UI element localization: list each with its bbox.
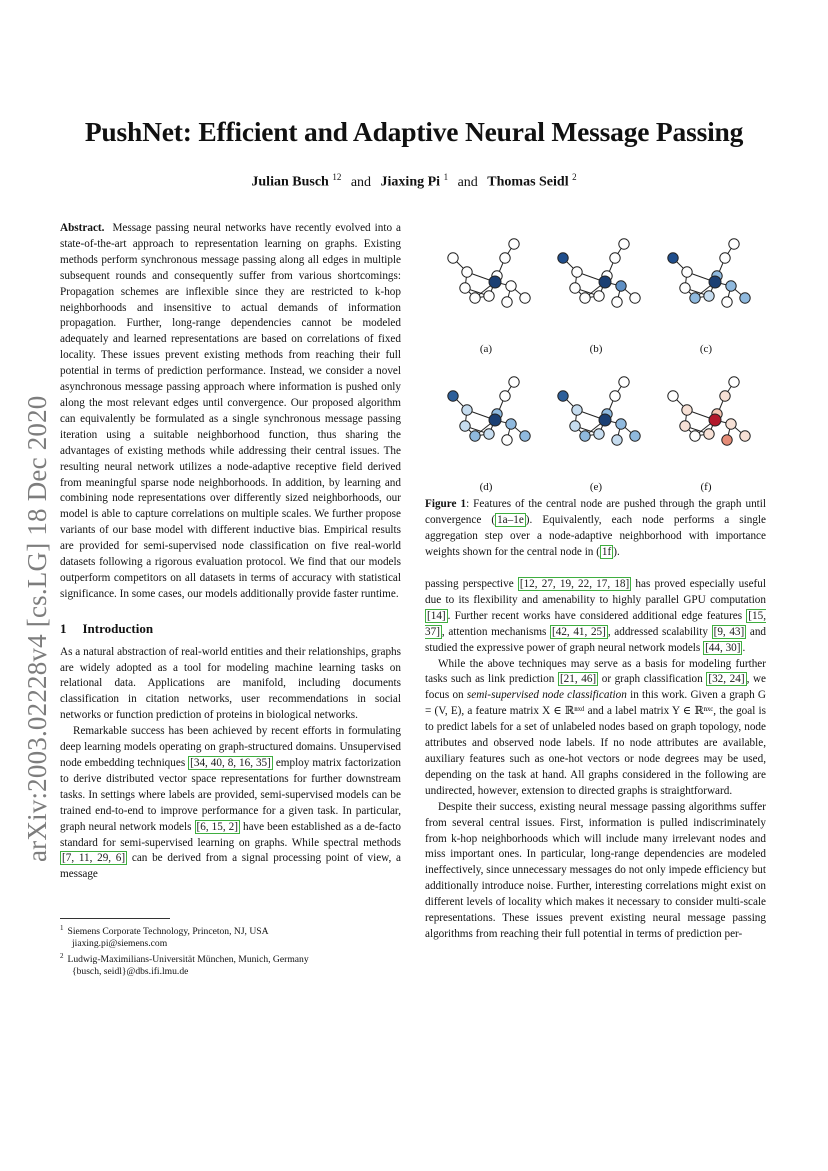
text-run: can be derived from a signal processing point of view, a message	[60, 852, 401, 881]
panel-label: (f)	[700, 481, 712, 493]
graph-node	[470, 293, 480, 303]
graph-node	[619, 377, 629, 387]
citation-link[interactable]: [42, 41, 25]	[552, 625, 606, 638]
graph-panel-d	[448, 377, 530, 493]
graph-node	[682, 267, 692, 277]
graph-node	[580, 293, 590, 303]
section-title: Introduction	[82, 620, 154, 636]
graph-node	[460, 421, 470, 431]
text-run: Remarkable success has been achieved by recent efforts in formulating deep learning models operating on graph-structured domains. Unsupervised node embedding techniques	[60, 725, 401, 769]
text-run: . Further recent works have considered additional edge features	[447, 609, 747, 622]
graph-node	[484, 291, 494, 301]
left-column	[60, 221, 401, 883]
graph-central-node	[489, 414, 501, 426]
citation-link[interactable]: [7, 11, 29, 6]	[62, 852, 126, 865]
graph-panel-c	[668, 239, 750, 355]
graph-node	[572, 267, 582, 277]
citation-link[interactable]: [32, 24]	[708, 673, 745, 686]
author-separator: and	[350, 174, 372, 190]
graph-node	[630, 431, 640, 441]
graph-node	[509, 239, 519, 249]
citation-link[interactable]: [15, 37]	[425, 609, 766, 638]
graph-node	[580, 431, 590, 441]
right-paragraph-2	[425, 657, 766, 800]
author-name: Jiaxing Pi	[380, 174, 441, 190]
graph-central-node	[709, 414, 721, 426]
right-paragraph-3: Despite their success, existing neural message passing algorithms suffer from several central issues. First, information is pulled indiscriminately from k-hop neighborhoods which will include many irrelevant nodes and miss important ones. In particular, long-range dependencies are modeled ineffectively, since unnecessary messages do not only impede efficiency but additionally introduce noise. Further, interesting correlations might exist on different levels of locality which makes it necessary to consider multi-scale representations. These issues prevent existing neural message passing algorithms from reaching their full potential in terms of prediction per-	[425, 800, 766, 940]
figure-caption	[425, 497, 766, 561]
graph-node	[616, 281, 626, 291]
citation-link[interactable]: [12, 27, 19, 22, 17, 18]	[519, 578, 630, 590]
author-name: Julian Busch	[251, 174, 329, 190]
right-column	[425, 577, 766, 943]
graph-node	[612, 297, 622, 307]
graph-node	[682, 405, 692, 415]
panel-label: (a)	[479, 343, 493, 355]
graph-node	[570, 421, 580, 431]
graph-node	[500, 253, 510, 263]
graph-node	[462, 267, 472, 277]
abstract-text: Message passing neural networks have recently evolved into a state-of-the-art approach to representation learning on graphs. Existing methods perform synchronous message passing along all edges in multiple subsequent rounds and consequently suffer from various shortcomings: Propagation schemes are inflexible since they are restricted to k-hop neighborhoods and insensitive to actual demands of information propagation. Further, long-range dependencies cannot be modeled adequately and learned representations are based on correlations of fixed locality. These issues prevent existing methods from reaching their full potential in terms of prediction performance. Instead, we consider a novel asynchronous message passing approach where information is pushed only along the most relevant edges until convergence. Our proposed algorithm can equivalently be formulated as a single synchronous message passing iteration using a suitable neighborhood function, thus sharing the advantages of existing methods while addressing their central issues. The resulting neural network utilizes a node-adaptive receptive field derived from meaningful sparse node neighborhoods. In addition, by learning and combining node representations over differently sized neighborhoods, our model is able to capture correlations on multiple scales. We further propose variants of our base model with different inductive bias. Empirical results are provided for semi-supervised node classification on five real-world datasets following a rigorous evaluation protocol. We find that our models outperform competitors on all datasets in terms of accuracy with statistical significance. In some cases, our models additionally provide faster runtime.	[60, 222, 402, 600]
graph-node	[470, 431, 480, 441]
intro-paragraph-2	[60, 724, 401, 883]
graph-node	[484, 429, 494, 439]
graph-node	[460, 283, 470, 293]
graph-node	[704, 291, 714, 301]
graph-panel-b	[558, 239, 640, 355]
abstract-label: Abstract.	[60, 222, 105, 234]
graph-node	[612, 435, 622, 445]
footnote-1	[60, 922, 405, 950]
graph-node	[570, 283, 580, 293]
paper-title: PushNet: Efficient and Adaptive Neural Message Passing	[84, 116, 744, 147]
text-run: or graph classification	[598, 673, 707, 686]
section-number: 1	[60, 620, 67, 636]
graph-node	[610, 253, 620, 263]
graph-node	[506, 281, 516, 291]
graph-panel-a	[448, 239, 530, 355]
graph-node	[558, 253, 568, 263]
graph-node	[722, 435, 732, 445]
graph-node	[680, 421, 690, 431]
footnote-rule	[60, 918, 170, 919]
text-run: ).	[613, 545, 620, 558]
graph-node	[594, 429, 604, 439]
emphasis-text: semi-supervised node classification	[466, 689, 627, 702]
graph-node	[610, 391, 620, 401]
citation-link[interactable]: [14]	[427, 609, 446, 622]
graph-node	[448, 391, 458, 401]
caption-label: Figure 1	[425, 498, 467, 510]
panel-label: (d)	[479, 481, 493, 493]
graph-node	[502, 297, 512, 307]
text-run: , we focus on	[425, 673, 766, 702]
author-affiliation: 1	[443, 172, 449, 182]
graph-node	[720, 391, 730, 401]
graph-panels-figure	[425, 226, 770, 493]
graph-node	[448, 253, 458, 263]
section-heading	[60, 621, 401, 637]
graph-node	[680, 283, 690, 293]
graph-node	[729, 239, 739, 249]
citation-link[interactable]: [44, 30]	[705, 641, 741, 654]
graph-node	[509, 377, 519, 387]
author-separator: and	[457, 174, 478, 190]
figure-ref-link[interactable]: 1a–1e	[497, 513, 524, 526]
graph-central-node	[709, 276, 721, 288]
right-paragraph-1	[425, 577, 766, 657]
text-run: .	[742, 641, 746, 654]
graph-node	[668, 253, 678, 263]
author-affiliation: 12	[332, 172, 342, 182]
graph-node	[726, 281, 736, 291]
figure-ref-link[interactable]: 1f	[601, 545, 612, 558]
graph-node	[558, 391, 568, 401]
graph-node	[520, 293, 530, 303]
author-name: Thomas Seidl	[487, 174, 569, 190]
text-run: and studied the expressive power of graph neural network models	[425, 625, 767, 654]
graph-central-node	[599, 276, 611, 288]
footnote-email: {busch, seidl}@dbs.ifi.lmu.de	[72, 966, 189, 978]
graph-node	[616, 419, 626, 429]
graph-node	[520, 431, 530, 441]
footnotes	[60, 922, 405, 978]
graph-node	[572, 405, 582, 415]
graph-node	[502, 435, 512, 445]
citation-link[interactable]: [6, 15, 2]	[196, 820, 238, 833]
text-run: ). Equivalently, each node performs a single aggregation step over a node-adaptive neighborhood with importance weights shown for the central node in (	[425, 513, 767, 558]
footnote-email: jiaxing.pi@siemens.com	[72, 938, 168, 950]
text-run: , attention mechanisms	[441, 625, 551, 638]
text-run: passing perspective	[425, 578, 518, 590]
graph-node	[630, 293, 640, 303]
graph-panel-e	[558, 377, 640, 493]
citation-link[interactable]: [34, 40, 8, 16, 35]	[190, 757, 271, 769]
graph-central-node	[599, 414, 611, 426]
text-run: employ matrix factorization to derive distributed vector space representations for further downstream tasks. In settings where labels are provided, semi-supervised models can be trained end-to-end to improve performance for a given task. In particular, graph neural network models	[60, 757, 401, 833]
graph-node	[720, 253, 730, 263]
citation-link[interactable]: [21, 46]	[559, 673, 597, 686]
footnote-number: 2	[60, 952, 64, 961]
panel-label: (b)	[589, 343, 603, 355]
graph-node	[704, 429, 714, 439]
figure-1	[425, 226, 770, 493]
graph-node	[740, 431, 750, 441]
text-run: have been established as a de-facto standard for semi-supervised learning on graphs. While spectral methods	[60, 820, 401, 849]
graph-node	[729, 377, 739, 387]
graph-central-node	[489, 276, 501, 288]
panel-label: (e)	[589, 481, 603, 493]
graph-node	[690, 293, 700, 303]
graph-node	[722, 297, 732, 307]
footnote-number: 1	[60, 924, 64, 932]
footnote-text: Ludwig-Maximilians-Universität München, Munich, Germany	[67, 954, 309, 966]
author-affiliation: 2	[572, 172, 577, 182]
graph-node	[668, 391, 678, 401]
text-run: , addressed scalability	[607, 625, 712, 638]
graph-node	[619, 239, 629, 249]
graph-node	[726, 419, 736, 429]
citation-link[interactable]: [9, 43]	[713, 625, 745, 638]
graph-node	[500, 391, 510, 401]
panel-label: (c)	[699, 343, 713, 355]
graph-node	[740, 293, 750, 303]
graph-panel-f	[668, 377, 750, 493]
author-list	[0, 172, 828, 191]
abstract	[60, 221, 401, 603]
text-run: has proved especially useful due to its flexibility and amenability to highly parallel GPU computation	[425, 578, 766, 606]
text-run: While the above techniques may serve as a basis for modeling further tasks such as link prediction	[425, 657, 766, 686]
arxiv-sidebar-stamp: arXiv:2003.02228v4 [cs.LG] 18 Dec 2020	[22, 395, 52, 862]
text-run: : Features of the central node are pushed through the graph until convergence (	[425, 498, 766, 526]
graph-node	[462, 405, 472, 415]
intro-paragraph-1: As a natural abstraction of real-world entities and their relationships, graphs are widely adopted as a tool for modeling machine learning tasks on relational data. Applications are manifold, including documents classification in citation networks, user recommendations in social networks or function prediction of proteins in biological networks.	[60, 645, 401, 722]
footnote-text: Siemens Corporate Technology, Princeton, NJ, USA	[67, 926, 269, 938]
text-run: in this work. Given a graph G = (V, E), a feature matrix X ∈ ℝⁿˣᵈ and a label matrix Y ∈ ℝⁿˣᶜ, the goal is to predict labels for a set of unlabeled nodes based on graph topology, node attributes and observed node labels. If no node attributes are available, auxiliary features such as one-hot vectors or node degrees may be used, depending on the task at hand. All graphs considered in the following are undirected, however, extension to directed graphs is straightforward.	[425, 689, 767, 797]
graph-node	[506, 419, 516, 429]
footnote-2	[60, 950, 405, 978]
graph-node	[690, 431, 700, 441]
graph-node	[594, 291, 604, 301]
